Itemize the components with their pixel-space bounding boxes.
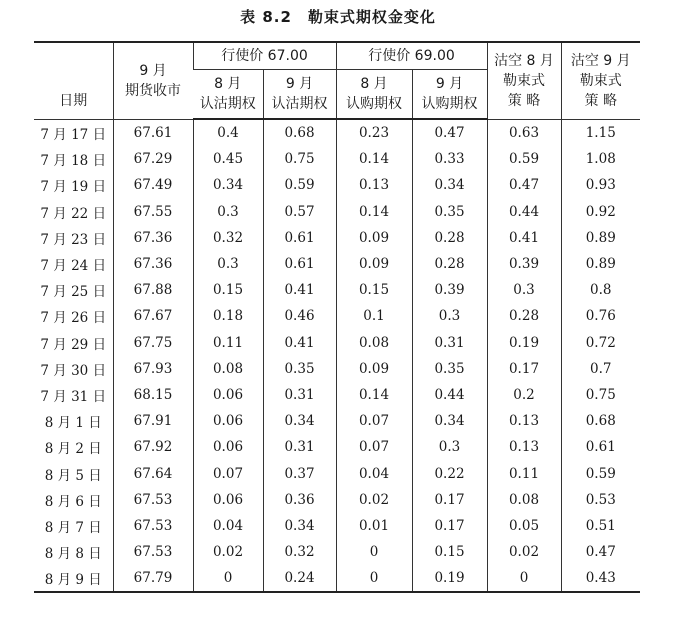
cell-aug-strangle: 0.13 — [487, 408, 561, 434]
cell-aug-put: 0.34 — [193, 172, 263, 198]
cell-sep-call: 0.17 — [412, 487, 487, 513]
header-futures-line2: 期货收市 — [125, 82, 181, 99]
cell-futures-close: 68.15 — [113, 382, 193, 408]
table-row — [34, 460, 640, 486]
cell-sep-strangle: 0.92 — [561, 199, 640, 225]
cell-sep-put: 0.41 — [263, 330, 336, 356]
cell-date: 7 月 22 日 — [40, 205, 107, 222]
cell-futures-close: 67.64 — [113, 460, 193, 486]
cell-aug-strangle: 0.41 — [487, 225, 561, 251]
cell-futures-close: 67.92 — [113, 434, 193, 460]
header-sep-call-line2: 认购期权 — [421, 96, 478, 112]
cell-sep-put: 0.24 — [263, 565, 336, 592]
header-aug-put-line2: 认沽期权 — [199, 96, 256, 112]
cell-futures-close: 67.88 — [113, 277, 193, 303]
cell-aug-put: 0.45 — [193, 146, 263, 172]
cell-futures-close: 67.53 — [113, 513, 193, 539]
cell-sep-call: 0.44 — [412, 382, 487, 408]
cell-sep-put: 0.31 — [263, 382, 336, 408]
cell-aug-call: 0.14 — [336, 146, 412, 172]
cell-date: 7 月 23 日 — [40, 231, 107, 248]
header-aug-call-line2: 认购期权 — [346, 96, 402, 112]
header-sep-put-line2: 认沽期权 — [271, 96, 328, 112]
cell-aug-strangle: 0.13 — [487, 434, 561, 460]
cell-sep-call: 0.47 — [412, 119, 487, 146]
cell-futures-close: 67.79 — [113, 565, 193, 592]
cell-date: 7 月 17 日 — [40, 126, 107, 143]
cell-aug-put: 0.04 — [193, 513, 263, 539]
header-short-aug-strangle — [487, 42, 561, 119]
cell-aug-put: 0.15 — [193, 277, 263, 303]
table-row — [34, 513, 640, 539]
cell-aug-strangle: 0.3 — [487, 277, 561, 303]
cell-date: 7 月 26 日 — [40, 310, 107, 327]
header-strat-aug-line1: 沽空 8 月 — [494, 52, 554, 69]
cell-aug-call: 0.13 — [336, 172, 412, 198]
cell-aug-call: 0.07 — [336, 434, 412, 460]
header-sep-call — [412, 70, 487, 120]
cell-aug-call: 0.01 — [336, 513, 412, 539]
cell-date: 8 月 1 日 — [44, 415, 102, 432]
cell-aug-call: 0.07 — [336, 408, 412, 434]
cell-aug-strangle: 0.59 — [487, 146, 561, 172]
cell-sep-put: 0.68 — [263, 119, 336, 146]
cell-aug-call: 0.02 — [336, 487, 412, 513]
cell-sep-put: 0.37 — [263, 460, 336, 486]
cell-aug-call: 0 — [336, 565, 412, 592]
header-strike-69: 行使价 69.00 — [336, 42, 487, 70]
cell-date: 7 月 24 日 — [40, 258, 107, 275]
cell-aug-call: 0.08 — [336, 330, 412, 356]
cell-sep-strangle: 0.51 — [561, 513, 640, 539]
header-strat-aug-line2: 勒束式 — [503, 72, 545, 89]
cell-aug-put: 0.32 — [193, 225, 263, 251]
header-aug-put — [193, 70, 263, 120]
cell-futures-close: 67.29 — [113, 146, 193, 172]
cell-sep-put: 0.75 — [263, 146, 336, 172]
cell-aug-call: 0.15 — [336, 277, 412, 303]
table-row — [34, 434, 640, 460]
table-row — [34, 251, 640, 277]
cell-date: 7 月 30 日 — [40, 362, 107, 379]
cell-futures-close: 67.93 — [113, 356, 193, 382]
cell-sep-call: 0.31 — [412, 330, 487, 356]
cell-aug-put: 0.06 — [193, 487, 263, 513]
cell-sep-strangle: 0.72 — [561, 330, 640, 356]
table-row — [34, 565, 640, 592]
cell-sep-put: 0.34 — [263, 408, 336, 434]
cell-aug-strangle: 0.63 — [487, 119, 561, 146]
cell-futures-close: 67.61 — [113, 119, 193, 146]
cell-sep-call: 0.19 — [412, 565, 487, 592]
cell-sep-put: 0.36 — [263, 487, 336, 513]
cell-aug-strangle: 0 — [487, 565, 561, 592]
cell-sep-strangle: 0.8 — [561, 277, 640, 303]
cell-sep-call: 0.35 — [412, 199, 487, 225]
cell-sep-put: 0.59 — [263, 172, 336, 198]
cell-aug-call: 0.04 — [336, 460, 412, 486]
cell-aug-call: 0.14 — [336, 382, 412, 408]
cell-aug-call: 0.09 — [336, 251, 412, 277]
cell-aug-strangle: 0.44 — [487, 199, 561, 225]
cell-sep-strangle: 0.89 — [561, 251, 640, 277]
cell-futures-close: 67.91 — [113, 408, 193, 434]
cell-aug-call: 0 — [336, 539, 412, 565]
cell-futures-close: 67.53 — [113, 539, 193, 565]
cell-date: 7 月 18 日 — [40, 153, 107, 170]
cell-sep-strangle: 1.08 — [561, 146, 640, 172]
header-strike-67: 行使价 67.00 — [193, 42, 336, 70]
cell-sep-put: 0.32 — [263, 539, 336, 565]
cell-futures-close: 67.75 — [113, 330, 193, 356]
cell-sep-strangle: 0.93 — [561, 172, 640, 198]
cell-date: 7 月 29 日 — [40, 336, 107, 353]
cell-sep-put: 0.41 — [263, 277, 336, 303]
header-aug-put-line1: 8 月 — [214, 76, 242, 92]
header-strat-sep-line1: 沽空 9 月 — [570, 52, 631, 69]
cell-sep-call: 0.28 — [412, 251, 487, 277]
cell-aug-put: 0.3 — [193, 199, 263, 225]
cell-aug-put: 0.07 — [193, 460, 263, 486]
header-strat-sep-line2: 勒束式 — [579, 72, 622, 89]
cell-aug-put: 0.08 — [193, 356, 263, 382]
cell-aug-put: 0.02 — [193, 539, 263, 565]
header-futures-close — [113, 42, 193, 119]
header-sep-put-line1: 9 月 — [285, 76, 314, 92]
cell-aug-strangle: 0.47 — [487, 172, 561, 198]
cell-date: 7 月 25 日 — [40, 284, 107, 301]
cell-sep-call: 0.15 — [412, 539, 487, 565]
cell-date: 8 月 8 日 — [44, 546, 102, 563]
header-futures-line1: 9 月 — [139, 62, 167, 79]
cell-date: 8 月 5 日 — [44, 467, 102, 484]
cell-aug-call: 0.23 — [336, 119, 412, 146]
cell-futures-close: 67.36 — [113, 251, 193, 277]
cell-aug-put: 0.18 — [193, 303, 263, 329]
cell-aug-put: 0.4 — [193, 119, 263, 146]
cell-aug-strangle: 0.08 — [487, 487, 561, 513]
cell-futures-close: 67.36 — [113, 225, 193, 251]
cell-sep-strangle: 0.89 — [561, 225, 640, 251]
table-caption: 表 8.2 勒束式期权金变化 — [240, 8, 436, 26]
cell-sep-strangle: 0.7 — [561, 356, 640, 382]
cell-aug-strangle: 0.39 — [487, 251, 561, 277]
cell-sep-call: 0.22 — [412, 460, 487, 486]
cell-sep-put: 0.35 — [263, 356, 336, 382]
cell-aug-put: 0.06 — [193, 408, 263, 434]
cell-date: 7 月 19 日 — [40, 179, 107, 196]
header-aug-call — [336, 70, 412, 120]
cell-sep-put: 0.57 — [263, 199, 336, 225]
table-row — [34, 487, 640, 513]
cell-aug-strangle: 0.02 — [487, 539, 561, 565]
table-row — [34, 277, 640, 303]
table-row — [34, 225, 640, 251]
cell-futures-close: 67.55 — [113, 199, 193, 225]
cell-aug-strangle: 0.2 — [487, 382, 561, 408]
cell-sep-strangle: 0.68 — [561, 408, 640, 434]
cell-sep-strangle: 0.53 — [561, 487, 640, 513]
cell-sep-call: 0.17 — [412, 513, 487, 539]
cell-sep-put: 0.31 — [263, 434, 336, 460]
table-row — [34, 303, 640, 329]
cell-sep-strangle: 0.76 — [561, 303, 640, 329]
cell-sep-put: 0.61 — [263, 225, 336, 251]
header-sep-put — [263, 70, 336, 120]
cell-sep-put: 0.34 — [263, 513, 336, 539]
cell-sep-strangle: 0.47 — [561, 539, 640, 565]
cell-date: 8 月 6 日 — [44, 493, 102, 510]
cell-sep-call: 0.33 — [412, 146, 487, 172]
header-strat-aug-line3: 策 略 — [507, 92, 541, 109]
cell-aug-call: 0.14 — [336, 199, 412, 225]
header-short-sep-strangle — [561, 42, 640, 119]
table-row — [34, 356, 640, 382]
cell-sep-strangle: 0.75 — [561, 382, 640, 408]
cell-aug-strangle: 0.28 — [487, 303, 561, 329]
cell-sep-strangle: 0.59 — [561, 460, 640, 486]
cell-sep-call: 0.28 — [412, 225, 487, 251]
header-date: 日期 — [34, 42, 113, 119]
cell-sep-call: 0.3 — [412, 303, 487, 329]
table-row — [34, 172, 640, 198]
cell-aug-call: 0.1 — [336, 303, 412, 329]
cell-aug-call: 0.09 — [336, 225, 412, 251]
table-row — [34, 539, 640, 565]
cell-sep-call: 0.35 — [412, 356, 487, 382]
cell-sep-call: 0.3 — [412, 434, 487, 460]
header-aug-call-line1: 8 月 — [360, 76, 388, 92]
cell-sep-put: 0.61 — [263, 251, 336, 277]
table-row — [34, 119, 640, 146]
cell-sep-strangle: 0.43 — [561, 565, 640, 592]
cell-aug-strangle: 0.17 — [487, 356, 561, 382]
table-row — [34, 408, 640, 434]
cell-aug-put: 0.06 — [193, 434, 263, 460]
cell-aug-put: 0.3 — [193, 251, 263, 277]
table-row — [34, 330, 640, 356]
cell-sep-put: 0.46 — [263, 303, 336, 329]
header-strat-sep-line3: 策 略 — [584, 92, 617, 109]
cell-date: 8 月 7 日 — [44, 519, 102, 536]
cell-sep-strangle: 1.15 — [561, 119, 640, 146]
cell-aug-put: 0.06 — [193, 382, 263, 408]
cell-aug-strangle: 0.11 — [487, 460, 561, 486]
table-row — [34, 382, 640, 408]
header-sep-call-line1: 9 月 — [435, 76, 464, 92]
cell-aug-put: 0.11 — [193, 330, 263, 356]
cell-aug-strangle: 0.19 — [487, 330, 561, 356]
cell-sep-call: 0.34 — [412, 172, 487, 198]
cell-aug-call: 0.09 — [336, 356, 412, 382]
cell-date: 8 月 2 日 — [44, 441, 102, 458]
cell-aug-put: 0 — [193, 565, 263, 592]
cell-date: 8 月 9 日 — [34, 565, 113, 592]
cell-sep-strangle: 0.61 — [561, 434, 640, 460]
table-row — [34, 146, 640, 172]
cell-aug-strangle: 0.05 — [487, 513, 561, 539]
cell-futures-close: 67.67 — [113, 303, 193, 329]
cell-sep-call: 0.39 — [412, 277, 487, 303]
cell-date: 7 月 31 日 — [40, 388, 107, 405]
premium-table — [34, 41, 640, 593]
table-row — [34, 199, 640, 225]
cell-sep-call: 0.34 — [412, 408, 487, 434]
cell-futures-close: 67.49 — [113, 172, 193, 198]
table-body — [34, 119, 640, 592]
cell-futures-close: 67.53 — [113, 487, 193, 513]
